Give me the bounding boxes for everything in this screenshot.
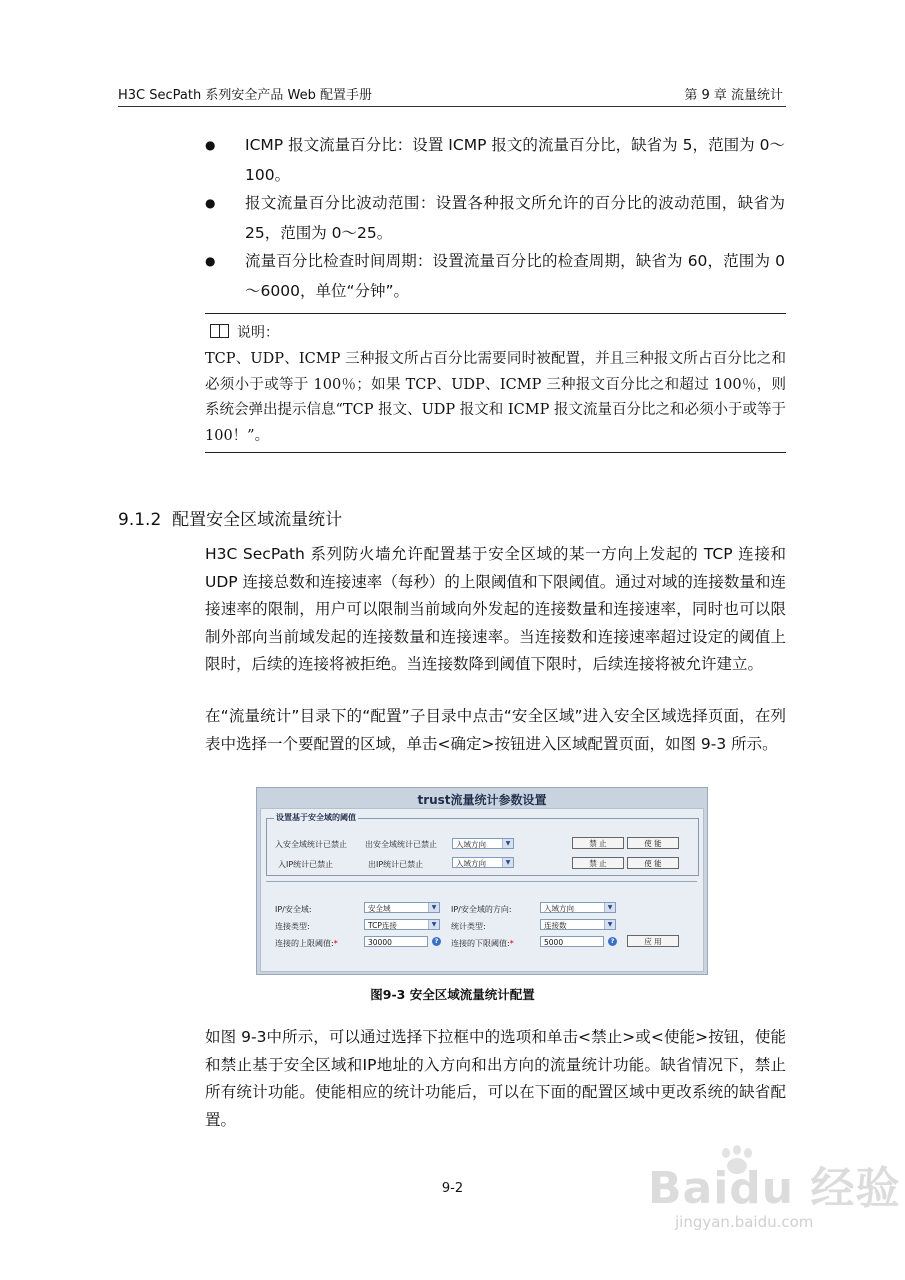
ip-zone-direction-select[interactable] <box>540 902 616 913</box>
select-value: 连接数 <box>544 921 567 930</box>
bullet-item <box>205 246 785 306</box>
conn-type-select[interactable] <box>364 919 440 930</box>
section-title: 配置安全区域流量统计 <box>172 510 343 530</box>
bullet-text: 流量百分比检查时间周期：设置流量百分比的检查周期，缺省为 60，范围为 0～6000，单位“分钟”。 <box>245 252 785 300</box>
help-icon[interactable]: ? <box>608 937 617 946</box>
section-number: 9.1.2 <box>118 510 162 530</box>
upper-threshold-label <box>275 938 338 949</box>
figure-panel-title: trust流量统计参数设置 <box>417 793 547 807</box>
zone-in-status: 入安全域统计已禁止 <box>275 840 347 849</box>
body-paragraph: H3C SecPath 系列防火墙允许配置基于安全区域的某一方向上发起的 TCP 连接和 UDP 连接总数和连接速率（每秒）的上限阈值和下限阈值。通过对域的连接数量和连接速率的限制，用户可以限制当前域向外发起的连接数量和连接速率，同时也可以限制外部向当前域发起的连接数量和连接速率。当连接数和连接速率超过设定的阈值上限时，后续的连接将被拒绝。当连接数降到阈值下限时，后续连接将被允许建立。 <box>205 545 786 673</box>
required-mark: * <box>333 939 338 948</box>
note-title-text: 说明： <box>237 325 279 341</box>
upper-threshold-input[interactable]: 30000 <box>364 936 428 947</box>
chevron-down-icon: ▼ <box>428 920 439 929</box>
conn-type-label: 连接类型: <box>275 922 310 931</box>
zone-direction-select[interactable] <box>452 838 514 849</box>
chevron-down-icon: ▼ <box>502 858 513 867</box>
page-number: 9-2 <box>441 1181 464 1196</box>
figure-panel <box>260 808 704 972</box>
group-legend: 设置基于安全域的阈值 <box>276 813 356 822</box>
ip-in-status: 入IP统计已禁止 <box>278 860 334 869</box>
ip-zone-label: IP/安全域: <box>275 905 312 914</box>
config-screenshot <box>256 787 708 975</box>
ip-out-status: 出IP统计已禁止 <box>368 860 424 869</box>
stat-type-select[interactable] <box>540 919 616 930</box>
select-value: 入域方向 <box>456 840 486 849</box>
bullet-text: 报文流量百分比波动范围：设置各种报文所允许的百分比的波动范围，缺省为 25，范围为 0～25。 <box>245 194 785 242</box>
book-icon <box>210 324 229 338</box>
ip-direction-select[interactable] <box>452 857 514 868</box>
upper-threshold-label-text: 连接的上限阈值: <box>275 939 334 948</box>
note-top-rule <box>205 313 786 314</box>
chevron-down-icon: ▼ <box>502 839 513 848</box>
select-value: 安全域 <box>368 904 391 913</box>
bullet-dot: ● <box>205 138 216 152</box>
select-value: 入域方向 <box>544 904 574 913</box>
chevron-down-icon: ▼ <box>604 903 615 912</box>
note-bottom-rule <box>205 452 786 453</box>
help-icon[interactable]: ? <box>432 937 441 946</box>
note-body: TCP、UDP、ICMP 三种报文所占百分比需要同时被配置，并且三种报文所占百分比之和必须小于或等于 100％；如果 TCP、UDP、ICMP 三种报文百分比之和超过 100％，则系统会弹出提示信息“TCP 报文、UDP 报文和 ICMP 报文流量百分比之和必须小于或等于 100！”。 <box>205 351 786 444</box>
lower-threshold-label-text: 连接的下限阈值: <box>451 939 510 948</box>
body-paragraph: 在“流量统计”目录下的“配置”子目录中点击“安全区域”进入安全区域选择页面，在列表中选择一个要配置的区域，单击<确定>按钮进入区域配置页面，如图 9-3 所示。 <box>205 707 786 753</box>
header-right: 第 9 章 流量统计 <box>684 88 783 103</box>
watermark-brand: Baidu 经验 <box>648 1163 901 1214</box>
required-mark: * <box>509 939 514 948</box>
lower-threshold-label <box>451 938 514 949</box>
apply-button[interactable]: 应 用 <box>627 935 679 947</box>
bullet-text: ICMP 报文流量百分比：设置 ICMP 报文的流量百分比，缺省为 5，范围为 0～100。 <box>245 136 785 184</box>
chevron-down-icon: ▼ <box>604 920 615 929</box>
bullet-dot: ● <box>205 196 216 210</box>
ip-zone-select[interactable] <box>364 902 440 913</box>
zone-disable-button[interactable]: 禁 止 <box>572 837 624 849</box>
section-heading <box>118 505 342 530</box>
form-divider <box>266 881 697 882</box>
lower-threshold-input[interactable]: 5000 <box>540 936 604 947</box>
figure-caption: 图9-3 安全区域流量统计配置 <box>370 987 535 1002</box>
bullet-dot: ● <box>205 254 216 268</box>
zone-out-status: 出安全域统计已禁止 <box>365 840 437 849</box>
ip-zone-direction-label: IP/安全域的方向: <box>451 905 512 914</box>
note-title <box>210 322 279 342</box>
bullet-item <box>205 188 785 248</box>
bullet-item <box>205 130 785 190</box>
select-value: TCP连接 <box>368 921 397 930</box>
body-paragraph: 如图 9-3中所示，可以通过选择下拉框中的选项和单击<禁止>或<使能>按钮，使能和禁止基于安全区域和IP地址的入方向和出方向的流量统计功能。缺省情况下，禁止所有统计功能。使能相应的统计功能后，可以在下面的配置区域中更改系统的缺省配置。 <box>205 1028 786 1129</box>
ip-enable-button[interactable]: 使 能 <box>627 857 679 869</box>
stat-type-label: 统计类型: <box>451 922 486 931</box>
ip-disable-button[interactable]: 禁 止 <box>572 857 624 869</box>
zone-enable-button[interactable]: 使 能 <box>627 837 679 849</box>
select-value: 入域方向 <box>456 859 486 868</box>
watermark-url: jingyan.baidu.com <box>675 1213 814 1231</box>
header-left: H3C SecPath 系列安全产品 Web 配置手册 <box>118 88 372 103</box>
chevron-down-icon: ▼ <box>428 903 439 912</box>
header-rule <box>118 106 786 107</box>
